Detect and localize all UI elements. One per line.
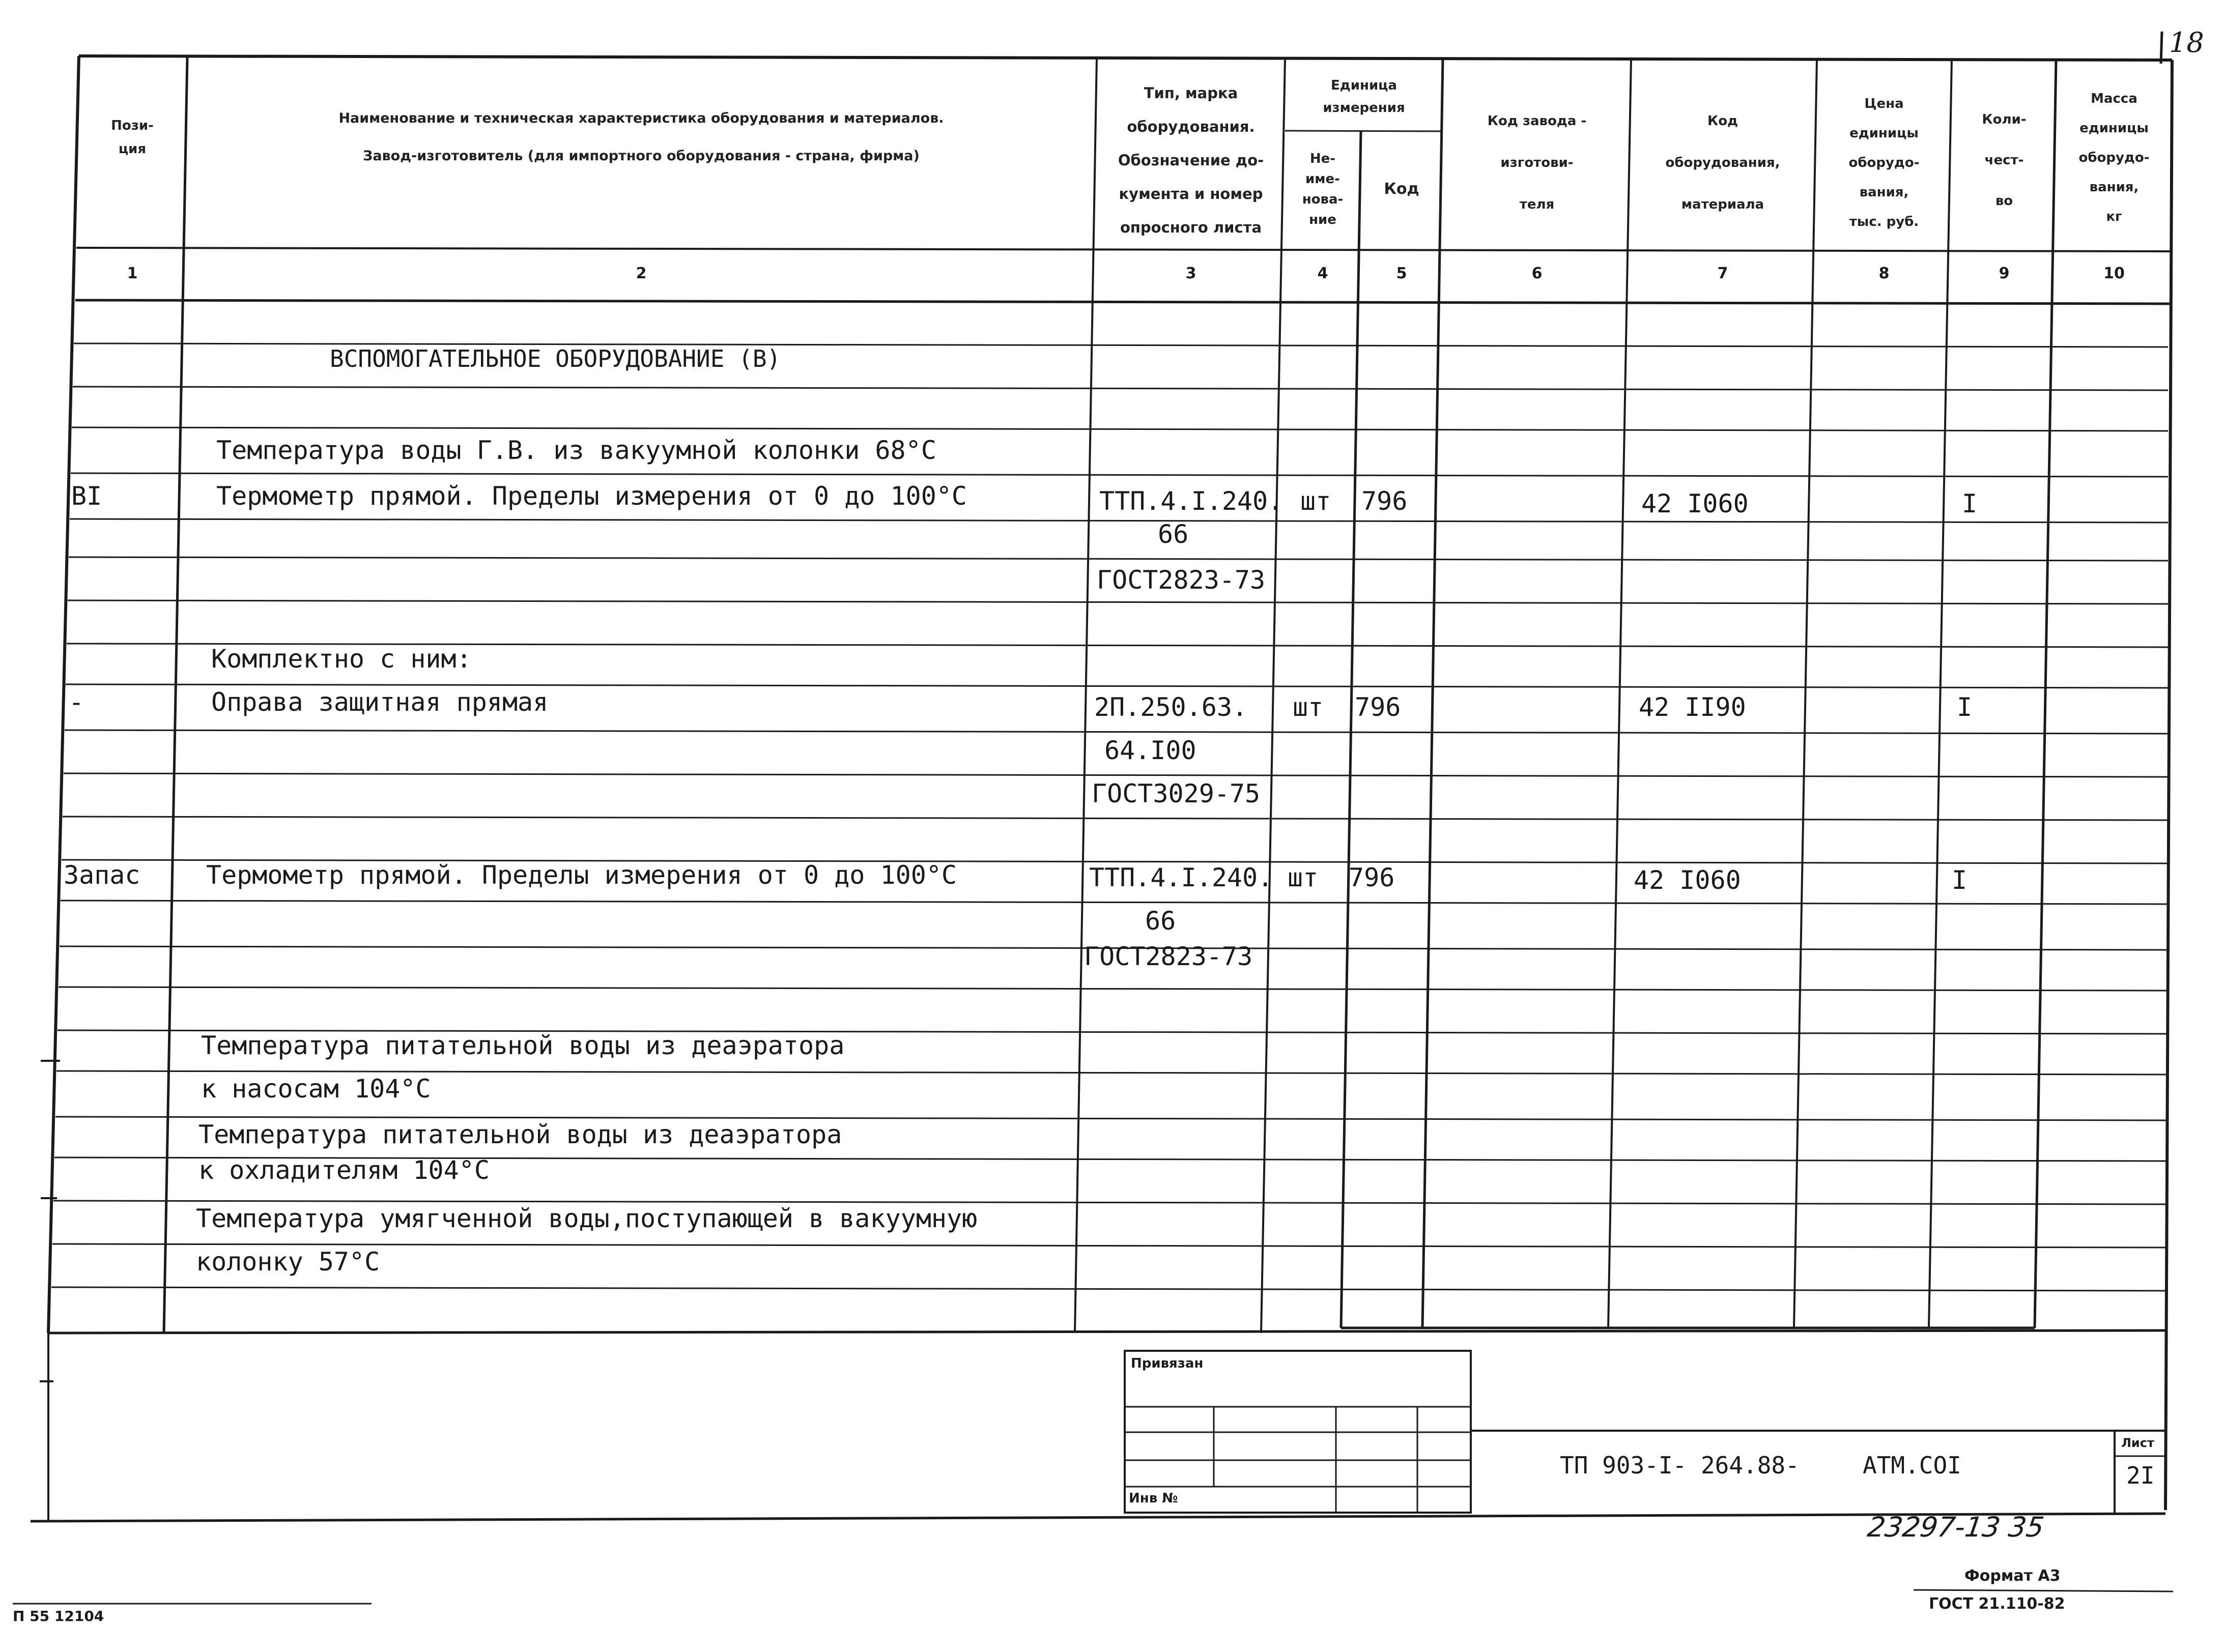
header-mass: Масса единицы оборудо- вания, кг	[2078, 91, 2150, 224]
stamp-inv-number: Инв №	[1129, 1491, 1178, 1506]
stamp-sheet-label: Лист	[2121, 1436, 2154, 1450]
row-temp-gv: Температура воды Г.В. из вакуумной колонки 68°С	[216, 436, 936, 465]
b1-equipment-code: 42 I060	[1641, 489, 1749, 518]
frame-type-1: 2П.250.63.	[1094, 692, 1248, 722]
spare-unit-code: 796	[1349, 863, 1395, 892]
frame-unit-code: 796	[1355, 692, 1401, 722]
handwritten-archive-number: 23297-13 35	[1865, 1511, 2046, 1543]
col-number-5: 5	[1396, 265, 1407, 282]
page-corner-number: 18	[2169, 26, 2204, 59]
col-number-4: 4	[1317, 265, 1328, 282]
b1-unit-code: 796	[1361, 486, 1408, 516]
col-number-7: 7	[1717, 265, 1728, 282]
frame-name: Оправа защитная прямая	[211, 687, 549, 717]
spare-unit: шт	[1288, 863, 1319, 892]
spare-position: Запас	[64, 860, 140, 890]
left-code: П 55 12104	[13, 1608, 104, 1625]
header-unit-name: Не- име- нова- ние	[1302, 151, 1344, 227]
header-quantity: Коли- чест- во	[1982, 112, 2027, 209]
stamp-privyazan: Привязан	[1131, 1356, 1204, 1371]
spare-name: Термометр прямой. Пределы измерения от 0 до 100°С	[206, 860, 957, 890]
spare-quantity: I	[1952, 865, 1968, 895]
frame-position: -	[69, 687, 84, 717]
col-number-8: 8	[1878, 265, 1890, 282]
b1-position: BI	[71, 481, 102, 511]
header-equipment-code: Код оборудования, материала	[1665, 113, 1780, 212]
frame-type-2: 64.I00	[1104, 736, 1196, 765]
header-name: Наименование и техническая характеристика оборудования и материалов. Завод-изготовитель (для импортного оборудования - страна, фирма)	[338, 110, 944, 164]
soft-water-line-2: колонку 57°С	[196, 1247, 380, 1277]
row-complete-with: Комплектно с ним:	[211, 644, 472, 674]
frame-equipment-code: 42 II90	[1639, 692, 1746, 722]
format-label: Формат А3	[1964, 1567, 2061, 1585]
header-type: Тип, марка оборудования. Обозначение до- кумента и номер опросного листа	[1118, 84, 1264, 236]
col-number-6: 6	[1531, 265, 1543, 282]
section-title: ВСПОМОГАТЕЛЬНОЕ ОБОРУДОВАНИЕ (В)	[330, 345, 781, 372]
spare-type-2: 66	[1145, 906, 1176, 936]
stamp-doc-suffix: АТМ.СОI	[1863, 1452, 1961, 1479]
b1-quantity: I	[1962, 489, 1978, 518]
spare-type-1: ТТП.4.I.240.	[1089, 863, 1273, 892]
feed-water-2-line-1: Температура питательной воды из деаэратора	[198, 1120, 842, 1149]
spare-equipment-code: 42 I060	[1634, 865, 1741, 895]
header-unit-code: Код	[1384, 180, 1419, 198]
frame-quantity: I	[1957, 692, 1973, 722]
stamp-sheet-number: 2I	[2126, 1462, 2155, 1489]
soft-water-line-1: Температура умягченной воды,поступающей в вакуумную	[196, 1204, 978, 1233]
spare-type-3: ГОСТ2823-73	[1084, 942, 1253, 971]
b1-unit: шт	[1300, 486, 1331, 516]
col-number-2: 2	[636, 265, 647, 282]
header-unit-group: Единица измерения	[1323, 78, 1405, 115]
frame-type-3: ГОСТ3029-75	[1092, 779, 1261, 808]
col-number-3: 3	[1185, 265, 1196, 282]
header-position: Пози- ция	[111, 118, 154, 157]
b1-type-1: ТТП.4.I.240.	[1099, 486, 1284, 516]
frame-unit: шт	[1293, 692, 1324, 722]
feed-water-2-line-2: к охладителям 104°С	[198, 1155, 490, 1185]
col-number-10: 10	[2103, 265, 2125, 282]
stamp-doc-code: ТП 903-I- 264.88-	[1560, 1452, 1800, 1479]
gost-label: ГОСТ 21.110-82	[1929, 1595, 2065, 1613]
header-price: Цена единицы оборудо- вания, тыс. руб.	[1848, 96, 1920, 229]
feed-water-1-line-2: к насосам 104°С	[201, 1074, 431, 1104]
b1-type-3: ГОСТ2823-73	[1097, 565, 1266, 595]
header-manufacturer-code: Код завода - изготови- теля	[1487, 113, 1587, 212]
feed-water-1-line-1: Температура питательной воды из деаэратора	[201, 1031, 845, 1060]
b1-type-2: 66	[1158, 519, 1189, 549]
col-number-1: 1	[127, 265, 138, 282]
b1-name: Термометр прямой. Пределы измерения от 0 до 100°С	[216, 481, 967, 511]
col-number-9: 9	[1999, 265, 2010, 282]
